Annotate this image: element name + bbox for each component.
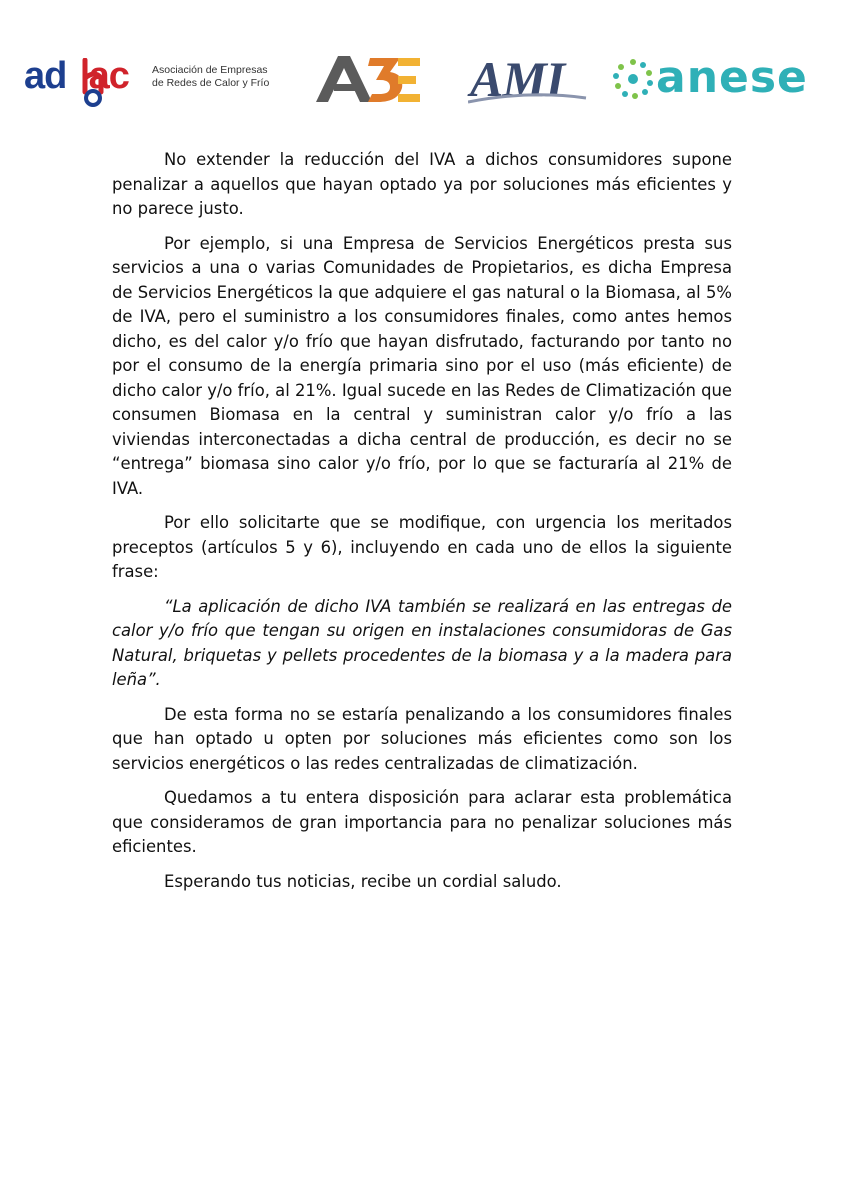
anese-dots-icon bbox=[612, 58, 654, 100]
letter-body bbox=[112, 148, 732, 904]
ami-wordmark: AMI bbox=[470, 51, 565, 107]
letterhead bbox=[0, 40, 852, 120]
adhac-subtitle-line1: Asociación de Empresas bbox=[152, 64, 268, 76]
paragraph-example: Por ejemplo, si una Empresa de Servicios Energéticos presta sus servicios a una o varias Comunidades de Propietarios, es dicha Empresa de Servicios Energéticos la que adquiere el gas natural o la Biomasa, al 5% de IVA, pero el suministro a los consumidores finales, como antes hemos dicho, es del calor y/o frío que hayan disfrutado, facturando por tanto no por el consumo de la energía primaria sino por el uso (más eficiente) de dicho calor y/o frío, al 21%. Igual sucede en las Redes de Climatización que consumen Biomasa en la central y suministran calor y/o frío a las viviendas interconectadas a dicha central de producción, es decir no se “entrega” biomasa sino calor y/o frío, por lo que se facturaría al 21% de IVA. bbox=[112, 233, 732, 498]
adhac-subtitle-line2: de Redes de Calor y Frío bbox=[152, 77, 270, 89]
paragraph-consequence: De esta forma no se estaría penalizando a los consumidores finales que han optado u opten por soluciones más eficientes como son los servicios energéticos o las redes centralizadas de climatización. bbox=[112, 704, 732, 773]
paragraph-iva-penalty: No extender la reducción del IVA a dichos consumidores supone penalizar a aquellos que hayan optado ya por soluciones más eficientes y no parece justo. bbox=[112, 150, 732, 218]
paragraph-proposed-text: “La aplicación de dicho IVA también se realizará en las entregas de calor y/o frío que tengan su origen en instalaciones consumidoras de Gas Natural, briquetas y pellets procedentes de la biomasa y a la madera para leña”. bbox=[112, 596, 732, 689]
adhac-logo bbox=[24, 54, 284, 114]
adhac-subtitle bbox=[152, 64, 269, 90]
a3e-logo-mark-icon bbox=[314, 50, 424, 110]
adhac-wordmark: ad ac bbox=[24, 55, 129, 97]
anese-logo bbox=[612, 54, 832, 108]
ami-logo bbox=[468, 48, 588, 112]
paragraph-request: Por ello solicitarte que se modifique, con urgencia los meritados preceptos (artículos 5 y 6), incluyendo en cada uno de ellos la siguiente frase: bbox=[112, 513, 732, 581]
paragraph-availability: Quedamos a tu entera disposición para aclarar esta problemática que consideramos de gran importancia para no penalizar soluciones más eficientes. bbox=[112, 788, 732, 856]
paragraph-closing: Esperando tus noticias, recibe un cordial saludo. bbox=[164, 871, 562, 891]
anese-wordmark: anese bbox=[656, 52, 808, 103]
a3e-logo bbox=[314, 50, 424, 110]
adhac-h-mark-icon bbox=[79, 58, 109, 108]
ami-swoosh-icon bbox=[468, 92, 588, 108]
